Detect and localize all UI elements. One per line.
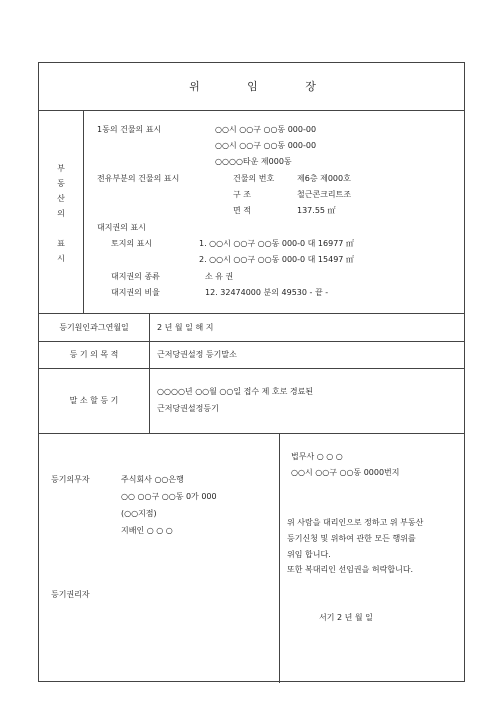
delegation-line: 위 사람을 대리인으로 정하고 위 부동산 [287, 518, 424, 527]
building-line: ○○시 ○○구 ○○동 000-00 [215, 125, 317, 134]
exclusive-value: 철근콘크리트조 [297, 190, 352, 199]
power-of-attorney-form [38, 62, 465, 682]
property-side-label [55, 163, 67, 268]
delegation-line: 등기신청 및 위하여 관한 모든 행위를 [287, 534, 416, 543]
ratio-value: 12. 32474000 분의 49530 - 끝 - [205, 288, 329, 297]
delegation-line: 또한 복대리인 선임권을 허락합니다. [287, 565, 414, 574]
sign-date: 서기 2 년 월 일 [319, 613, 373, 622]
side-label-char [55, 223, 67, 238]
cause-date-label: 등기원인과그연월일 [59, 323, 129, 332]
obligor-line: ○○ ○○구 ○○동 0가 000 [121, 492, 217, 501]
ratio-label: 대지권의 비율 [111, 288, 160, 297]
side-label-char: 표 [57, 239, 65, 248]
agent-name: 법무사 ○ ○ ○ [291, 452, 343, 461]
building-label: 1동의 건물의 표시 [97, 125, 162, 134]
right-kind-value: 소 유 권 [205, 272, 234, 281]
divider-property-side [83, 110, 84, 313]
exclusive-key: 건물의 번호 [233, 174, 275, 183]
delegation-line: 위임 합니다. [287, 550, 331, 559]
land-row: 2. ○○시 ○○구 ○○동 000-0 대 15497 ㎡ [199, 255, 354, 264]
rule-title [39, 110, 464, 111]
erase-line: ○○○○년 ○○월 ○○일 접수 제 호로 경료된 [157, 387, 314, 396]
land-label: 토지의 표시 [111, 239, 153, 248]
cause-date-value: 2 년 월 일 해 지 [157, 323, 214, 332]
obligee-label: 등기권리자 [51, 590, 90, 599]
side-label-char: 의 [57, 209, 65, 218]
exclusive-value: 제6층 제000호 [297, 174, 351, 183]
divider-label-column [149, 313, 150, 433]
divider-parties [279, 433, 280, 683]
obligor-line: 주식회사 ○○은행 [121, 475, 184, 484]
building-line: ○○○○타운 제000동 [215, 157, 292, 166]
purpose-value: 근저당권설정 등기말소 [157, 350, 237, 359]
erase-line: 근저당권설정등기 [157, 404, 219, 413]
rule-purpose [39, 368, 464, 369]
rule-erase [39, 433, 464, 434]
obligor-line: 지배인 ○ ○ ○ [121, 526, 173, 535]
side-label-char: 동 [57, 179, 65, 188]
rule-property [39, 313, 464, 314]
side-label-char: 시 [57, 254, 65, 263]
exclusive-key: 구 조 [233, 190, 251, 199]
exclusive-value: 137.55 ㎡ [297, 206, 336, 215]
land-row: 1. ○○시 ○○구 ○○동 000-0 대 16977 ㎡ [199, 239, 354, 248]
page-title: 위 임 장 [189, 80, 338, 93]
right-kind-label: 대지권의 종류 [111, 272, 160, 281]
side-label-char: 부 [57, 164, 65, 173]
building-line: ○○시 ○○구 ○○동 000-00 [215, 141, 317, 150]
rule-cause-date [39, 341, 464, 342]
land-right-label: 대지권의 표시 [97, 223, 146, 232]
purpose-label: 등 기 의 목 적 [69, 350, 119, 359]
agent-address: ○○시 ○○구 ○○동 0000번지 [291, 468, 400, 477]
obligor-label: 등기의무자 [51, 475, 90, 484]
side-label-char: 산 [57, 194, 65, 203]
obligor-line: (○○지점) [121, 509, 157, 518]
exclusive-key: 면 적 [233, 206, 251, 215]
exclusive-label: 전유부분의 건물의 표시 [97, 174, 180, 183]
erase-label: 말 소 할 등 기 [69, 396, 119, 405]
